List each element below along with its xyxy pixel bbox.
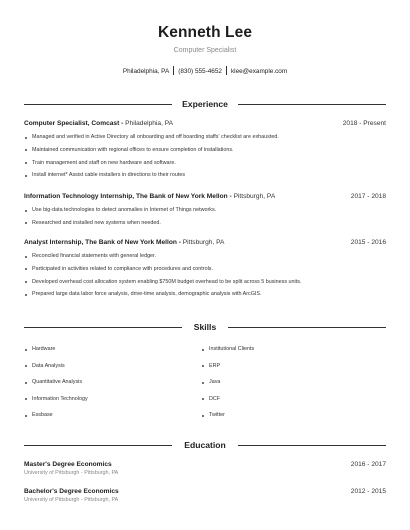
candidate-name: Kenneth Lee	[157, 24, 253, 41]
school-name: University of Pittsburgh - Pittsburgh, PA	[24, 470, 119, 476]
bullet-item: Install internet* Assist cable installers in directions to their routes	[24, 172, 386, 179]
job-title: Analyst Internship, The Bank of New York Mellon -	[24, 239, 183, 246]
bullet-item: Reconciled financial statements with general ledger.	[24, 253, 386, 260]
job-location: Pittsburgh, PA	[233, 193, 276, 200]
education-entry	[24, 487, 386, 504]
education-dates: 2012 - 2015	[350, 488, 386, 495]
job-location: Pittsburgh, PA	[182, 239, 225, 246]
skill-item: Java	[201, 379, 220, 386]
bullet-item: Use big-data technologies to detect anomalies in Internet of Things networks.	[24, 207, 386, 214]
skill-item: Hardware	[24, 346, 55, 353]
skill-item: Twitter	[201, 412, 225, 419]
job-dates: 2018 - Present	[342, 120, 386, 127]
job-bullets	[24, 253, 386, 298]
degree-title: Master's Degree Economics	[24, 461, 112, 468]
skill-item: Information Technology	[24, 396, 88, 403]
skill-item: Essbase	[24, 412, 53, 419]
education-entry	[24, 460, 386, 477]
contact-email[interactable]: klee@example.com	[230, 68, 288, 75]
candidate-title: Computer Specialist	[173, 47, 237, 54]
bullet-item: Developed overhead cost allocation system enabling $750M budget overhead to be split across 5 business units.	[24, 279, 386, 286]
experience-heading	[24, 99, 386, 109]
skill-item: Institutional Clients	[201, 346, 254, 353]
skill-item: ERP	[201, 363, 220, 370]
contact-info	[0, 66, 410, 75]
bullet-item: Managed and verified in Active Directory all onboarding and off boarding staffs' checklist are exhausted.	[24, 134, 386, 141]
contact-location: Philadelphia, PA	[122, 68, 170, 75]
job-title: Information Technology Internship, The Bank of New York Mellon -	[24, 193, 234, 200]
degree-title: Bachelor's Degree Economics	[24, 488, 119, 495]
job-bullets	[24, 207, 386, 227]
job-entry	[24, 192, 386, 233]
skills-heading	[24, 322, 386, 332]
section-title-education: Education	[177, 440, 233, 450]
job-dates: 2017 - 2018	[350, 193, 386, 200]
skill-item: Quantitative Analysis	[24, 379, 82, 386]
education-dates: 2016 - 2017	[350, 461, 386, 468]
job-dates: 2015 - 2016	[350, 239, 386, 246]
school-name: University of Pittsburgh - Pittsburgh, PA	[24, 497, 119, 503]
resume-header	[0, 24, 410, 54]
education-heading	[24, 440, 386, 450]
skill-item: Data Analysis	[24, 363, 65, 370]
section-title-skills: Skills	[187, 322, 223, 332]
contact-phone: (830) 555-4652	[178, 68, 222, 75]
job-title: Computer Specialist, Comcast -	[24, 120, 126, 127]
bullet-item: Researched and installed new systems when needed.	[24, 220, 386, 227]
section-title-experience: Experience	[175, 99, 235, 109]
job-bullets	[24, 134, 386, 179]
job-location: Philadelphia, PA	[125, 120, 174, 127]
bullet-item: Train management and staff on new hardware and software.	[24, 160, 386, 167]
job-entry	[24, 119, 386, 185]
job-entry	[24, 238, 386, 304]
skill-item: DCF	[201, 396, 220, 403]
bullet-item: Participated in activities related to compliance with procedures and controls.	[24, 266, 386, 273]
bullet-item: Maintained communication with regional offices to ensure completion of installations.	[24, 147, 386, 154]
bullet-item: Prepared large data labor force analysis, drive-time analysis, demographic analysis with ArcGIS.	[24, 291, 386, 298]
